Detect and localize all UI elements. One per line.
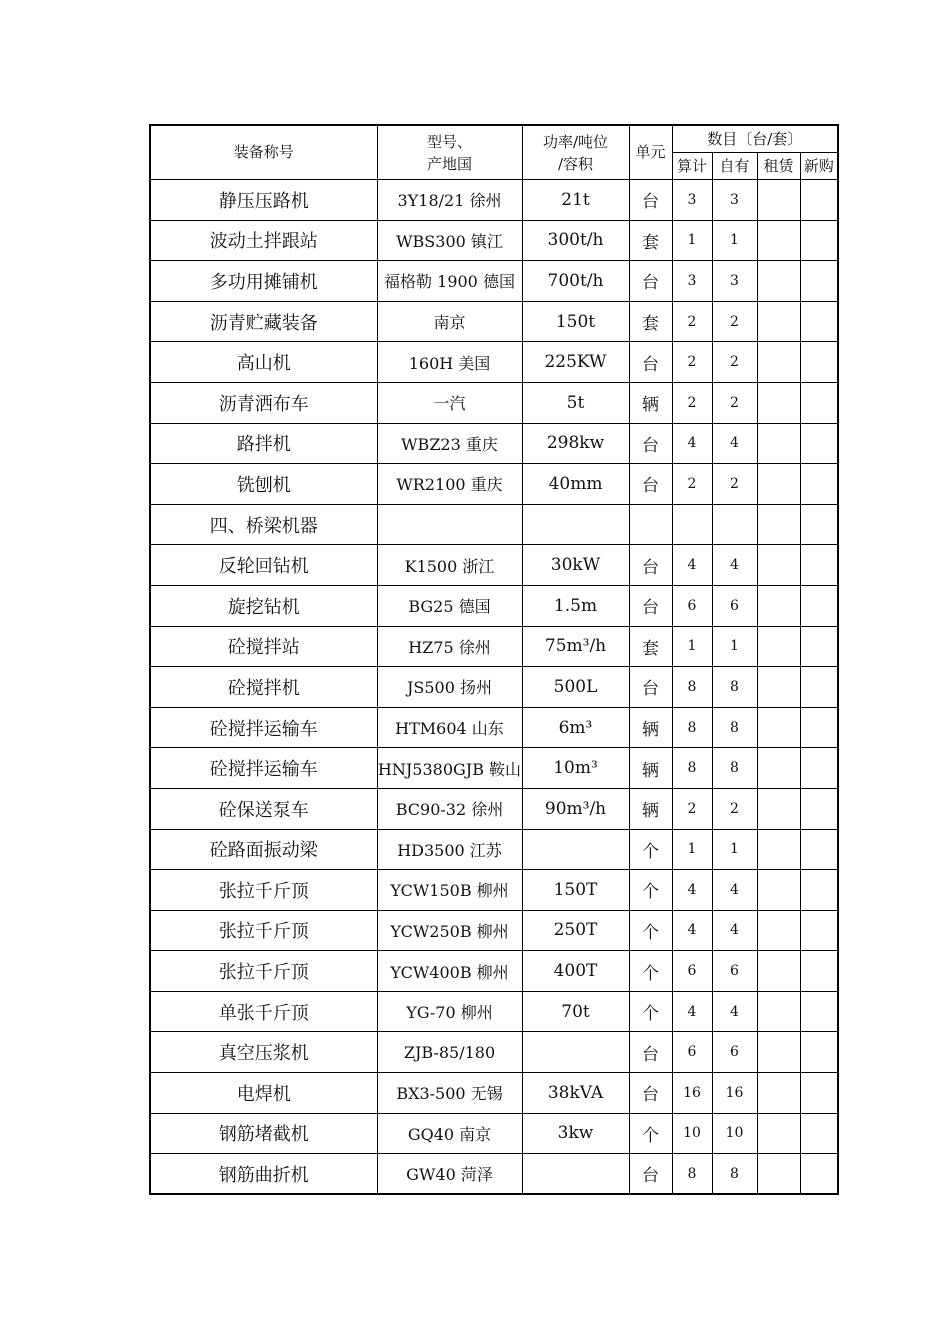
cell-power: 150T xyxy=(522,870,629,911)
cell-rent xyxy=(757,748,800,789)
cell-calc: 4 xyxy=(672,545,712,586)
table-row xyxy=(150,545,838,586)
cell-model: BG25 德国 xyxy=(377,585,522,626)
cell-new xyxy=(800,261,838,302)
cell-new xyxy=(800,748,838,789)
cell-new xyxy=(800,707,838,748)
header-power-line1: 功率/吨位 xyxy=(542,132,609,151)
table-row xyxy=(150,423,838,464)
table-row xyxy=(150,220,838,261)
cell-power: 500L xyxy=(522,667,629,708)
header-new: 新购 xyxy=(800,153,838,180)
cell-name: 砼搅拌机 xyxy=(150,667,377,708)
cell-name: 砼搅拌站 xyxy=(150,626,377,667)
cell-unit: 个 xyxy=(629,829,672,870)
cell-calc: 6 xyxy=(672,951,712,992)
cell-name: 铣刨机 xyxy=(150,464,377,505)
table-row xyxy=(150,301,838,342)
cell-calc: 1 xyxy=(672,829,712,870)
cell-new xyxy=(800,220,838,261)
cell-unit: 台 xyxy=(629,1154,672,1195)
cell-new xyxy=(800,464,838,505)
cell-unit: 套 xyxy=(629,220,672,261)
cell-own: 4 xyxy=(712,910,757,951)
cell-unit: 辆 xyxy=(629,707,672,748)
cell-own: 4 xyxy=(712,991,757,1032)
cell-power: 150t xyxy=(522,301,629,342)
cell-own: 2 xyxy=(712,382,757,423)
cell-calc: 8 xyxy=(672,748,712,789)
header-model-line2: 产地国 xyxy=(426,154,472,173)
cell-power: 1.5m xyxy=(522,585,629,626)
cell-unit: 套 xyxy=(629,301,672,342)
cell-own: 1 xyxy=(712,829,757,870)
cell-new xyxy=(800,301,838,342)
cell-name: 电焊机 xyxy=(150,1073,377,1114)
cell-own: 8 xyxy=(712,667,757,708)
cell-model: 160H 美国 xyxy=(377,342,522,383)
table-row xyxy=(150,382,838,423)
table-row xyxy=(150,585,838,626)
cell-power: 300t/h xyxy=(522,220,629,261)
cell-name: 路拌机 xyxy=(150,423,377,464)
cell-calc: 6 xyxy=(672,1032,712,1073)
cell-rent xyxy=(757,180,800,221)
cell-rent xyxy=(757,951,800,992)
cell-model: WBS300 镇江 xyxy=(377,220,522,261)
cell-rent xyxy=(757,464,800,505)
cell-unit: 套 xyxy=(629,626,672,667)
cell-power: 250T xyxy=(522,910,629,951)
cell-name: 波动土拌跟站 xyxy=(150,220,377,261)
table-row xyxy=(150,1113,838,1154)
cell-unit: 台 xyxy=(629,585,672,626)
cell-name: 砼搅拌运输车 xyxy=(150,748,377,789)
cell-power: 6m³ xyxy=(522,707,629,748)
cell-model: 福格勒 1900 德国 xyxy=(377,261,522,302)
cell-name: 砼路面振动梁 xyxy=(150,829,377,870)
table-row xyxy=(150,870,838,911)
cell-power: 90m³/h xyxy=(522,788,629,829)
cell-rent xyxy=(757,261,800,302)
header-own: 自有 xyxy=(712,153,757,180)
table-row xyxy=(150,829,838,870)
cell-unit: 辆 xyxy=(629,382,672,423)
cell-rent xyxy=(757,667,800,708)
cell-rent xyxy=(757,1032,800,1073)
cell-unit: 个 xyxy=(629,910,672,951)
cell-name: 四、桥梁机器 xyxy=(150,504,377,545)
cell-name: 静压压路机 xyxy=(150,180,377,221)
cell-calc: 4 xyxy=(672,870,712,911)
table-row xyxy=(150,1032,838,1073)
cell-name: 多功用摊铺机 xyxy=(150,261,377,302)
cell-calc: 16 xyxy=(672,1073,712,1114)
cell-own: 16 xyxy=(712,1073,757,1114)
header-model xyxy=(377,125,522,180)
cell-rent xyxy=(757,423,800,464)
cell-own: 8 xyxy=(712,748,757,789)
cell-model: 一汽 xyxy=(377,382,522,423)
cell-own: 2 xyxy=(712,464,757,505)
cell-model: YCW250B 柳州 xyxy=(377,910,522,951)
cell-unit: 个 xyxy=(629,870,672,911)
cell-own: 2 xyxy=(712,788,757,829)
cell-rent xyxy=(757,991,800,1032)
header-name: 装备称号 xyxy=(150,125,377,180)
cell-new xyxy=(800,910,838,951)
cell-own: 2 xyxy=(712,342,757,383)
cell-name: 沥青洒布车 xyxy=(150,382,377,423)
header-rent: 租赁 xyxy=(757,153,800,180)
table-row xyxy=(150,180,838,221)
cell-own: 6 xyxy=(712,951,757,992)
table-row xyxy=(150,342,838,383)
cell-calc: 1 xyxy=(672,626,712,667)
cell-new xyxy=(800,180,838,221)
cell-power xyxy=(522,829,629,870)
cell-rent xyxy=(757,1154,800,1195)
cell-power: 298kw xyxy=(522,423,629,464)
cell-name: 张拉千斤顶 xyxy=(150,951,377,992)
cell-new xyxy=(800,991,838,1032)
cell-unit: 辆 xyxy=(629,788,672,829)
cell-name: 钢筋曲折机 xyxy=(150,1154,377,1195)
cell-calc xyxy=(672,504,712,545)
cell-rent xyxy=(757,870,800,911)
cell-rent xyxy=(757,220,800,261)
cell-own: 2 xyxy=(712,301,757,342)
table-row xyxy=(150,910,838,951)
cell-rent xyxy=(757,545,800,586)
cell-calc: 4 xyxy=(672,423,712,464)
cell-model: HD3500 江苏 xyxy=(377,829,522,870)
cell-unit xyxy=(629,504,672,545)
cell-rent xyxy=(757,707,800,748)
table-row xyxy=(150,788,838,829)
cell-model: JS500 扬州 xyxy=(377,667,522,708)
cell-power xyxy=(522,1032,629,1073)
cell-model: 3Y18/21 徐州 xyxy=(377,180,522,221)
cell-power: 3kw xyxy=(522,1113,629,1154)
cell-new xyxy=(800,1073,838,1114)
cell-new xyxy=(800,1113,838,1154)
cell-model: BX3-500 无锡 xyxy=(377,1073,522,1114)
header-power-line2: /容积 xyxy=(557,154,594,173)
cell-own: 4 xyxy=(712,423,757,464)
cell-name: 单张千斤顶 xyxy=(150,991,377,1032)
header-model-line1: 型号、 xyxy=(426,132,472,151)
cell-new xyxy=(800,951,838,992)
cell-model: GQ40 南京 xyxy=(377,1113,522,1154)
cell-new xyxy=(800,870,838,911)
cell-model: YCW400B 柳州 xyxy=(377,951,522,992)
cell-model: 南京 xyxy=(377,301,522,342)
cell-model: WR2100 重庆 xyxy=(377,464,522,505)
cell-power xyxy=(522,504,629,545)
cell-power: 38kVA xyxy=(522,1073,629,1114)
cell-model: HZ75 徐州 xyxy=(377,626,522,667)
cell-rent xyxy=(757,910,800,951)
table-row xyxy=(150,1073,838,1114)
cell-calc: 3 xyxy=(672,180,712,221)
cell-new xyxy=(800,1154,838,1195)
cell-own: 6 xyxy=(712,1032,757,1073)
cell-name: 旋挖钻机 xyxy=(150,585,377,626)
cell-model xyxy=(377,504,522,545)
cell-model: ZJB-85/180 xyxy=(377,1032,522,1073)
header-count-group: 数目〔台/套〕 xyxy=(672,125,838,153)
cell-calc: 2 xyxy=(672,342,712,383)
cell-new xyxy=(800,667,838,708)
cell-own: 6 xyxy=(712,585,757,626)
cell-unit: 台 xyxy=(629,423,672,464)
table-row xyxy=(150,991,838,1032)
cell-unit: 台 xyxy=(629,342,672,383)
cell-unit: 个 xyxy=(629,951,672,992)
header-calc: 算计 xyxy=(672,153,712,180)
cell-calc: 2 xyxy=(672,382,712,423)
cell-rent xyxy=(757,301,800,342)
cell-new xyxy=(800,504,838,545)
cell-calc: 2 xyxy=(672,301,712,342)
header-unit: 单元 xyxy=(629,125,672,180)
cell-power: 225KW xyxy=(522,342,629,383)
cell-power: 400T xyxy=(522,951,629,992)
cell-new xyxy=(800,545,838,586)
cell-new xyxy=(800,382,838,423)
cell-calc: 8 xyxy=(672,1154,712,1195)
cell-name: 张拉千斤顶 xyxy=(150,870,377,911)
cell-power: 10m³ xyxy=(522,748,629,789)
cell-rent xyxy=(757,1073,800,1114)
cell-model: WBZ23 重庆 xyxy=(377,423,522,464)
cell-new xyxy=(800,829,838,870)
cell-unit: 台 xyxy=(629,1032,672,1073)
table-row xyxy=(150,261,838,302)
cell-calc: 1 xyxy=(672,220,712,261)
cell-unit: 个 xyxy=(629,1113,672,1154)
cell-new xyxy=(800,788,838,829)
cell-calc: 10 xyxy=(672,1113,712,1154)
cell-name: 反轮回钻机 xyxy=(150,545,377,586)
cell-calc: 6 xyxy=(672,585,712,626)
cell-own: 3 xyxy=(712,261,757,302)
table-row xyxy=(150,504,838,545)
cell-model: GW40 菏泽 xyxy=(377,1154,522,1195)
cell-unit: 台 xyxy=(629,1073,672,1114)
cell-rent xyxy=(757,1113,800,1154)
cell-unit: 台 xyxy=(629,667,672,708)
cell-power: 75m³/h xyxy=(522,626,629,667)
cell-new xyxy=(800,423,838,464)
cell-power: 30kW xyxy=(522,545,629,586)
cell-unit: 台 xyxy=(629,261,672,302)
cell-model: HTM604 山东 xyxy=(377,707,522,748)
cell-power: 70t xyxy=(522,991,629,1032)
cell-own: 10 xyxy=(712,1113,757,1154)
cell-own: 3 xyxy=(712,180,757,221)
cell-rent xyxy=(757,342,800,383)
cell-rent xyxy=(757,382,800,423)
cell-own: 8 xyxy=(712,707,757,748)
cell-own: 1 xyxy=(712,626,757,667)
table-row xyxy=(150,626,838,667)
cell-unit: 辆 xyxy=(629,748,672,789)
cell-power: 700t/h xyxy=(522,261,629,302)
cell-new xyxy=(800,585,838,626)
cell-calc: 3 xyxy=(672,261,712,302)
cell-power: 5t xyxy=(522,382,629,423)
cell-own: 4 xyxy=(712,870,757,911)
cell-unit: 台 xyxy=(629,545,672,586)
cell-calc: 4 xyxy=(672,910,712,951)
cell-rent xyxy=(757,788,800,829)
cell-model: HNJ5380GJB 鞍山 xyxy=(377,748,522,789)
cell-model: YG-70 柳州 xyxy=(377,991,522,1032)
table-body xyxy=(150,180,838,1195)
cell-power: 40mm xyxy=(522,464,629,505)
cell-calc: 8 xyxy=(672,707,712,748)
cell-name: 真空压浆机 xyxy=(150,1032,377,1073)
cell-new xyxy=(800,626,838,667)
cell-rent xyxy=(757,585,800,626)
table-row xyxy=(150,748,838,789)
cell-power: 21t xyxy=(522,180,629,221)
cell-new xyxy=(800,342,838,383)
cell-rent xyxy=(757,626,800,667)
table-row xyxy=(150,464,838,505)
cell-model: K1500 浙江 xyxy=(377,545,522,586)
cell-model: BC90-32 徐州 xyxy=(377,788,522,829)
cell-unit: 台 xyxy=(629,180,672,221)
equipment-table xyxy=(149,124,839,1195)
cell-name: 砼保送泵车 xyxy=(150,788,377,829)
table-row xyxy=(150,667,838,708)
cell-name: 钢筋堵截机 xyxy=(150,1113,377,1154)
cell-calc: 2 xyxy=(672,788,712,829)
cell-rent xyxy=(757,504,800,545)
cell-name: 张拉千斤顶 xyxy=(150,910,377,951)
cell-unit: 台 xyxy=(629,464,672,505)
cell-own xyxy=(712,504,757,545)
cell-model: YCW150B 柳州 xyxy=(377,870,522,911)
table-row xyxy=(150,951,838,992)
header-power xyxy=(522,125,629,180)
cell-own: 4 xyxy=(712,545,757,586)
cell-calc: 4 xyxy=(672,991,712,1032)
cell-power xyxy=(522,1154,629,1195)
cell-own: 1 xyxy=(712,220,757,261)
cell-new xyxy=(800,1032,838,1073)
cell-own: 8 xyxy=(712,1154,757,1195)
cell-calc: 2 xyxy=(672,464,712,505)
table-row xyxy=(150,1154,838,1195)
cell-unit: 个 xyxy=(629,991,672,1032)
table-row xyxy=(150,707,838,748)
cell-name: 沥青贮藏装备 xyxy=(150,301,377,342)
cell-rent xyxy=(757,829,800,870)
cell-name: 高山机 xyxy=(150,342,377,383)
cell-calc: 8 xyxy=(672,667,712,708)
cell-name: 砼搅拌运输车 xyxy=(150,707,377,748)
